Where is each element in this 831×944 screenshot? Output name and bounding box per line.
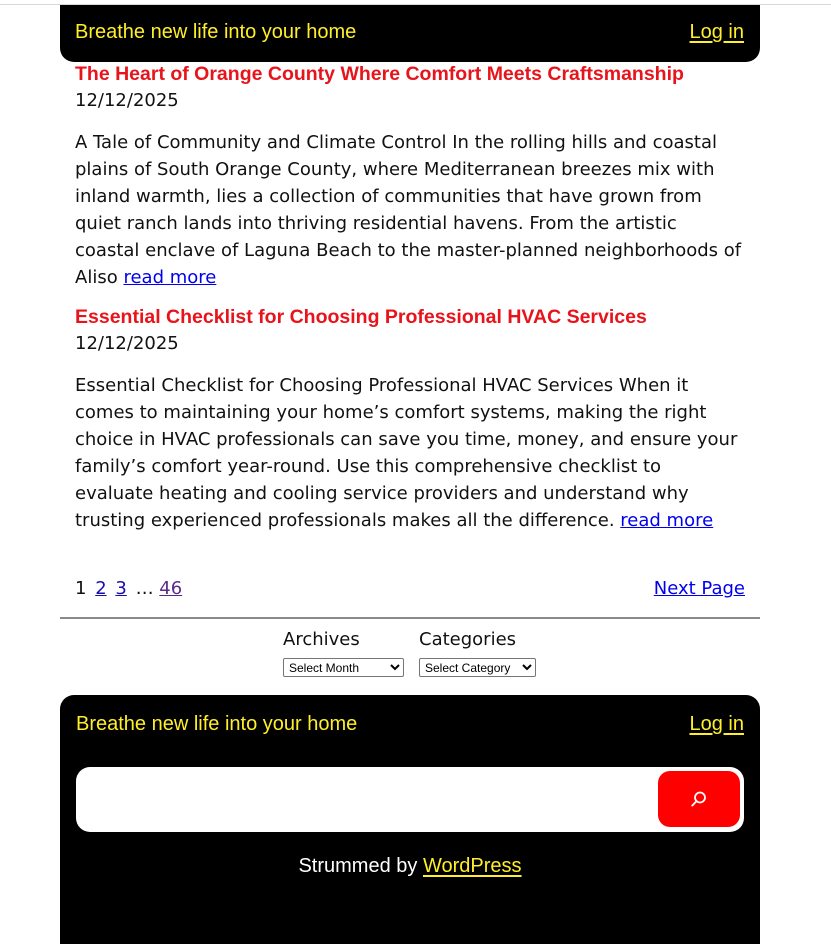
footer-credit — [60, 855, 760, 878]
categories-widget — [419, 628, 536, 677]
site-footer — [60, 695, 760, 944]
post-title[interactable]: Essential Checklist for Choosing Professional HVAC Services — [75, 306, 647, 328]
post-excerpt-text: Essential Checklist for Choosing Professional HVAC Services When it comes to maintaining your home’s comfort systems, making the right choice in HVAC professionals can save you time, money, and ensure your family’s comfort year-round. Use this comprehensive checklist to evaluate heating and cooling service providers and understand why trusting experienced professionals makes all the difference. — [75, 375, 738, 531]
page-link-3[interactable]: 3 — [115, 578, 127, 599]
login-link[interactable]: Log in — [689, 21, 744, 43]
categories-select[interactable] — [419, 658, 536, 677]
credit-text: Strummed by — [298, 855, 418, 877]
categories-title: Categories — [419, 629, 517, 650]
archives-title: Archives — [283, 629, 360, 650]
site-header — [60, 5, 760, 62]
search-input[interactable] — [88, 775, 652, 826]
search-button[interactable] — [658, 771, 740, 827]
search-form — [76, 767, 744, 832]
divider — [60, 617, 760, 619]
read-more-link[interactable]: read more — [620, 510, 714, 531]
search-icon — [690, 790, 708, 808]
post-card — [75, 61, 745, 291]
page-current: 1 — [75, 578, 87, 599]
read-more-link[interactable]: read more — [123, 267, 217, 288]
post-title[interactable]: The Heart of Orange County Where Comfort Meets Craftsmanship — [75, 63, 684, 85]
archives-select[interactable] — [283, 658, 404, 677]
next-page-link[interactable]: Next Page — [653, 578, 745, 599]
post-date: 12/12/2025 — [75, 333, 179, 354]
footer-site-title[interactable]: Breathe new life into your home — [76, 713, 358, 735]
archives-widget — [283, 628, 404, 677]
post-card — [75, 304, 745, 534]
wordpress-link[interactable]: WordPress — [422, 855, 522, 877]
post-excerpt-text: A Tale of Community and Climate Control In the rolling hills and coastal plains of South Orange County, where Mediterranean breezes mix with inland warmth, lies a collection of communities that have grown from quiet ranch lands into thriving residential havens. From the artistic coastal enclave of Laguna Beach to the master-planned neighborhoods of Aliso — [75, 132, 742, 288]
page-link-last[interactable]: 46 — [159, 578, 183, 599]
page-ellipsis: … — [135, 578, 154, 599]
pagination — [75, 576, 745, 602]
footer-login-link[interactable]: Log in — [689, 713, 744, 735]
post-date: 12/12/2025 — [75, 90, 179, 111]
post-excerpt — [75, 372, 745, 534]
page-link-2[interactable]: 2 — [95, 578, 107, 599]
post-excerpt — [75, 129, 745, 291]
site-title[interactable]: Breathe new life into your home — [75, 21, 357, 43]
